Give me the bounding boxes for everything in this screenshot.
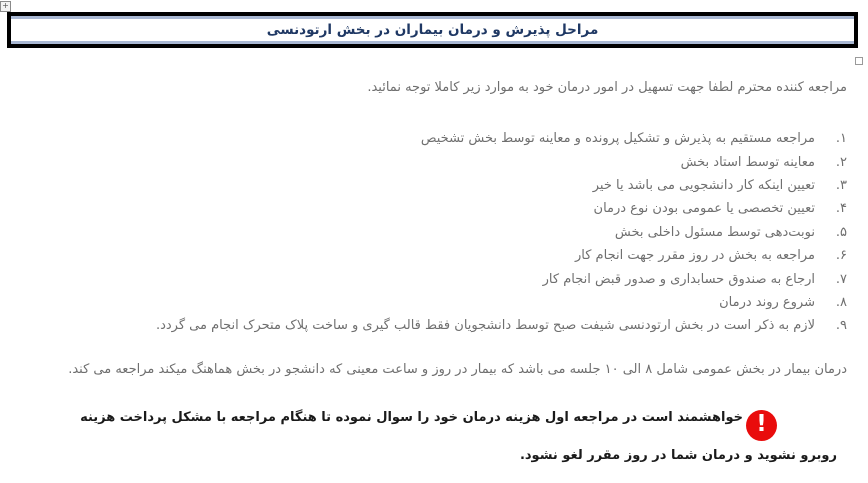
list-item <box>21 267 847 290</box>
table-move-handle-icon: + <box>0 1 11 12</box>
list-item <box>21 127 847 150</box>
list-item-number: ۹. <box>835 318 847 334</box>
anchor-square-icon <box>855 57 863 65</box>
list-item <box>21 174 847 197</box>
list-item-text: تعیین اینکه کار دانشجویی می باشد یا خیر <box>592 177 815 193</box>
intro-text: مراجعه کننده محترم لطفا جهت تسهیل در امور درمان خود به موارد زیر کاملا توجه نمائید. <box>367 80 847 95</box>
list-item <box>21 221 847 244</box>
list-item-number: ۷. <box>835 271 847 287</box>
list-item-number: ۴. <box>835 201 847 217</box>
list-item-text: مراجعه به بخش در روز مقرر جهت انجام کار <box>575 248 815 264</box>
list-item <box>21 244 847 267</box>
list-item-number: ۸. <box>835 294 847 310</box>
list-item-text: ارجاع به صندوق حسابداری و صدور قبض انجام کار <box>542 271 815 287</box>
note-text: درمان بیمار در بخش عمومی شامل ۸ الی ۱۰ جلسه می باشد که بیمار در روز و ساعت معینی که دانشجو در بخش هماهنگ میکند مراجعه می کند. <box>68 362 847 377</box>
list-item <box>21 150 847 173</box>
list-item-text: نوبت‌دهی توسط مسئول داخلی بخش <box>614 224 815 240</box>
list-item-text: تعیین تخصصی یا عمومی بودن نوع درمان <box>593 201 815 217</box>
list-item-text: شروع روند درمان <box>719 294 815 310</box>
list-item-text: مراجعه مستقیم به پذیرش و تشکیل پرونده و معاینه توسط بخش تشخیص <box>420 131 815 147</box>
list-item-number: ۵. <box>835 224 847 240</box>
warning-text: خواهشمند است در مراجعه اول هزینه درمان خود را سوال نموده تا هنگام مراجعه با مشکل پرداخت هزینه روبرو نشوید و درمان شما در روز مقرر لغو نشود. <box>80 410 837 463</box>
alert-icon <box>746 410 777 441</box>
alert-icon-glyph: ! <box>756 411 767 437</box>
list-item-number: ۲. <box>835 154 847 170</box>
list-item <box>21 314 847 337</box>
title-banner-inner <box>11 16 854 44</box>
list-item-number: ۱. <box>835 131 847 147</box>
list-item-text: معاینه توسط استاد بخش <box>680 154 815 170</box>
page-title: مراحل پذیرش و درمان بیماران در بخش ارتودنسی <box>266 22 599 38</box>
steps-list <box>21 127 847 338</box>
list-item-number: ۳. <box>835 177 847 193</box>
warning-paragraph <box>60 403 837 471</box>
title-banner <box>7 12 858 48</box>
list-item <box>21 197 847 220</box>
list-item <box>21 291 847 314</box>
list-item-text: لازم به ذکر است در بخش ارتودنسی شیفت صبح توسط دانشجویان فقط قالب گیری و ساخت پلاک متحرک انجام می گردد. <box>155 318 815 334</box>
list-item-number: ۶. <box>835 248 847 264</box>
